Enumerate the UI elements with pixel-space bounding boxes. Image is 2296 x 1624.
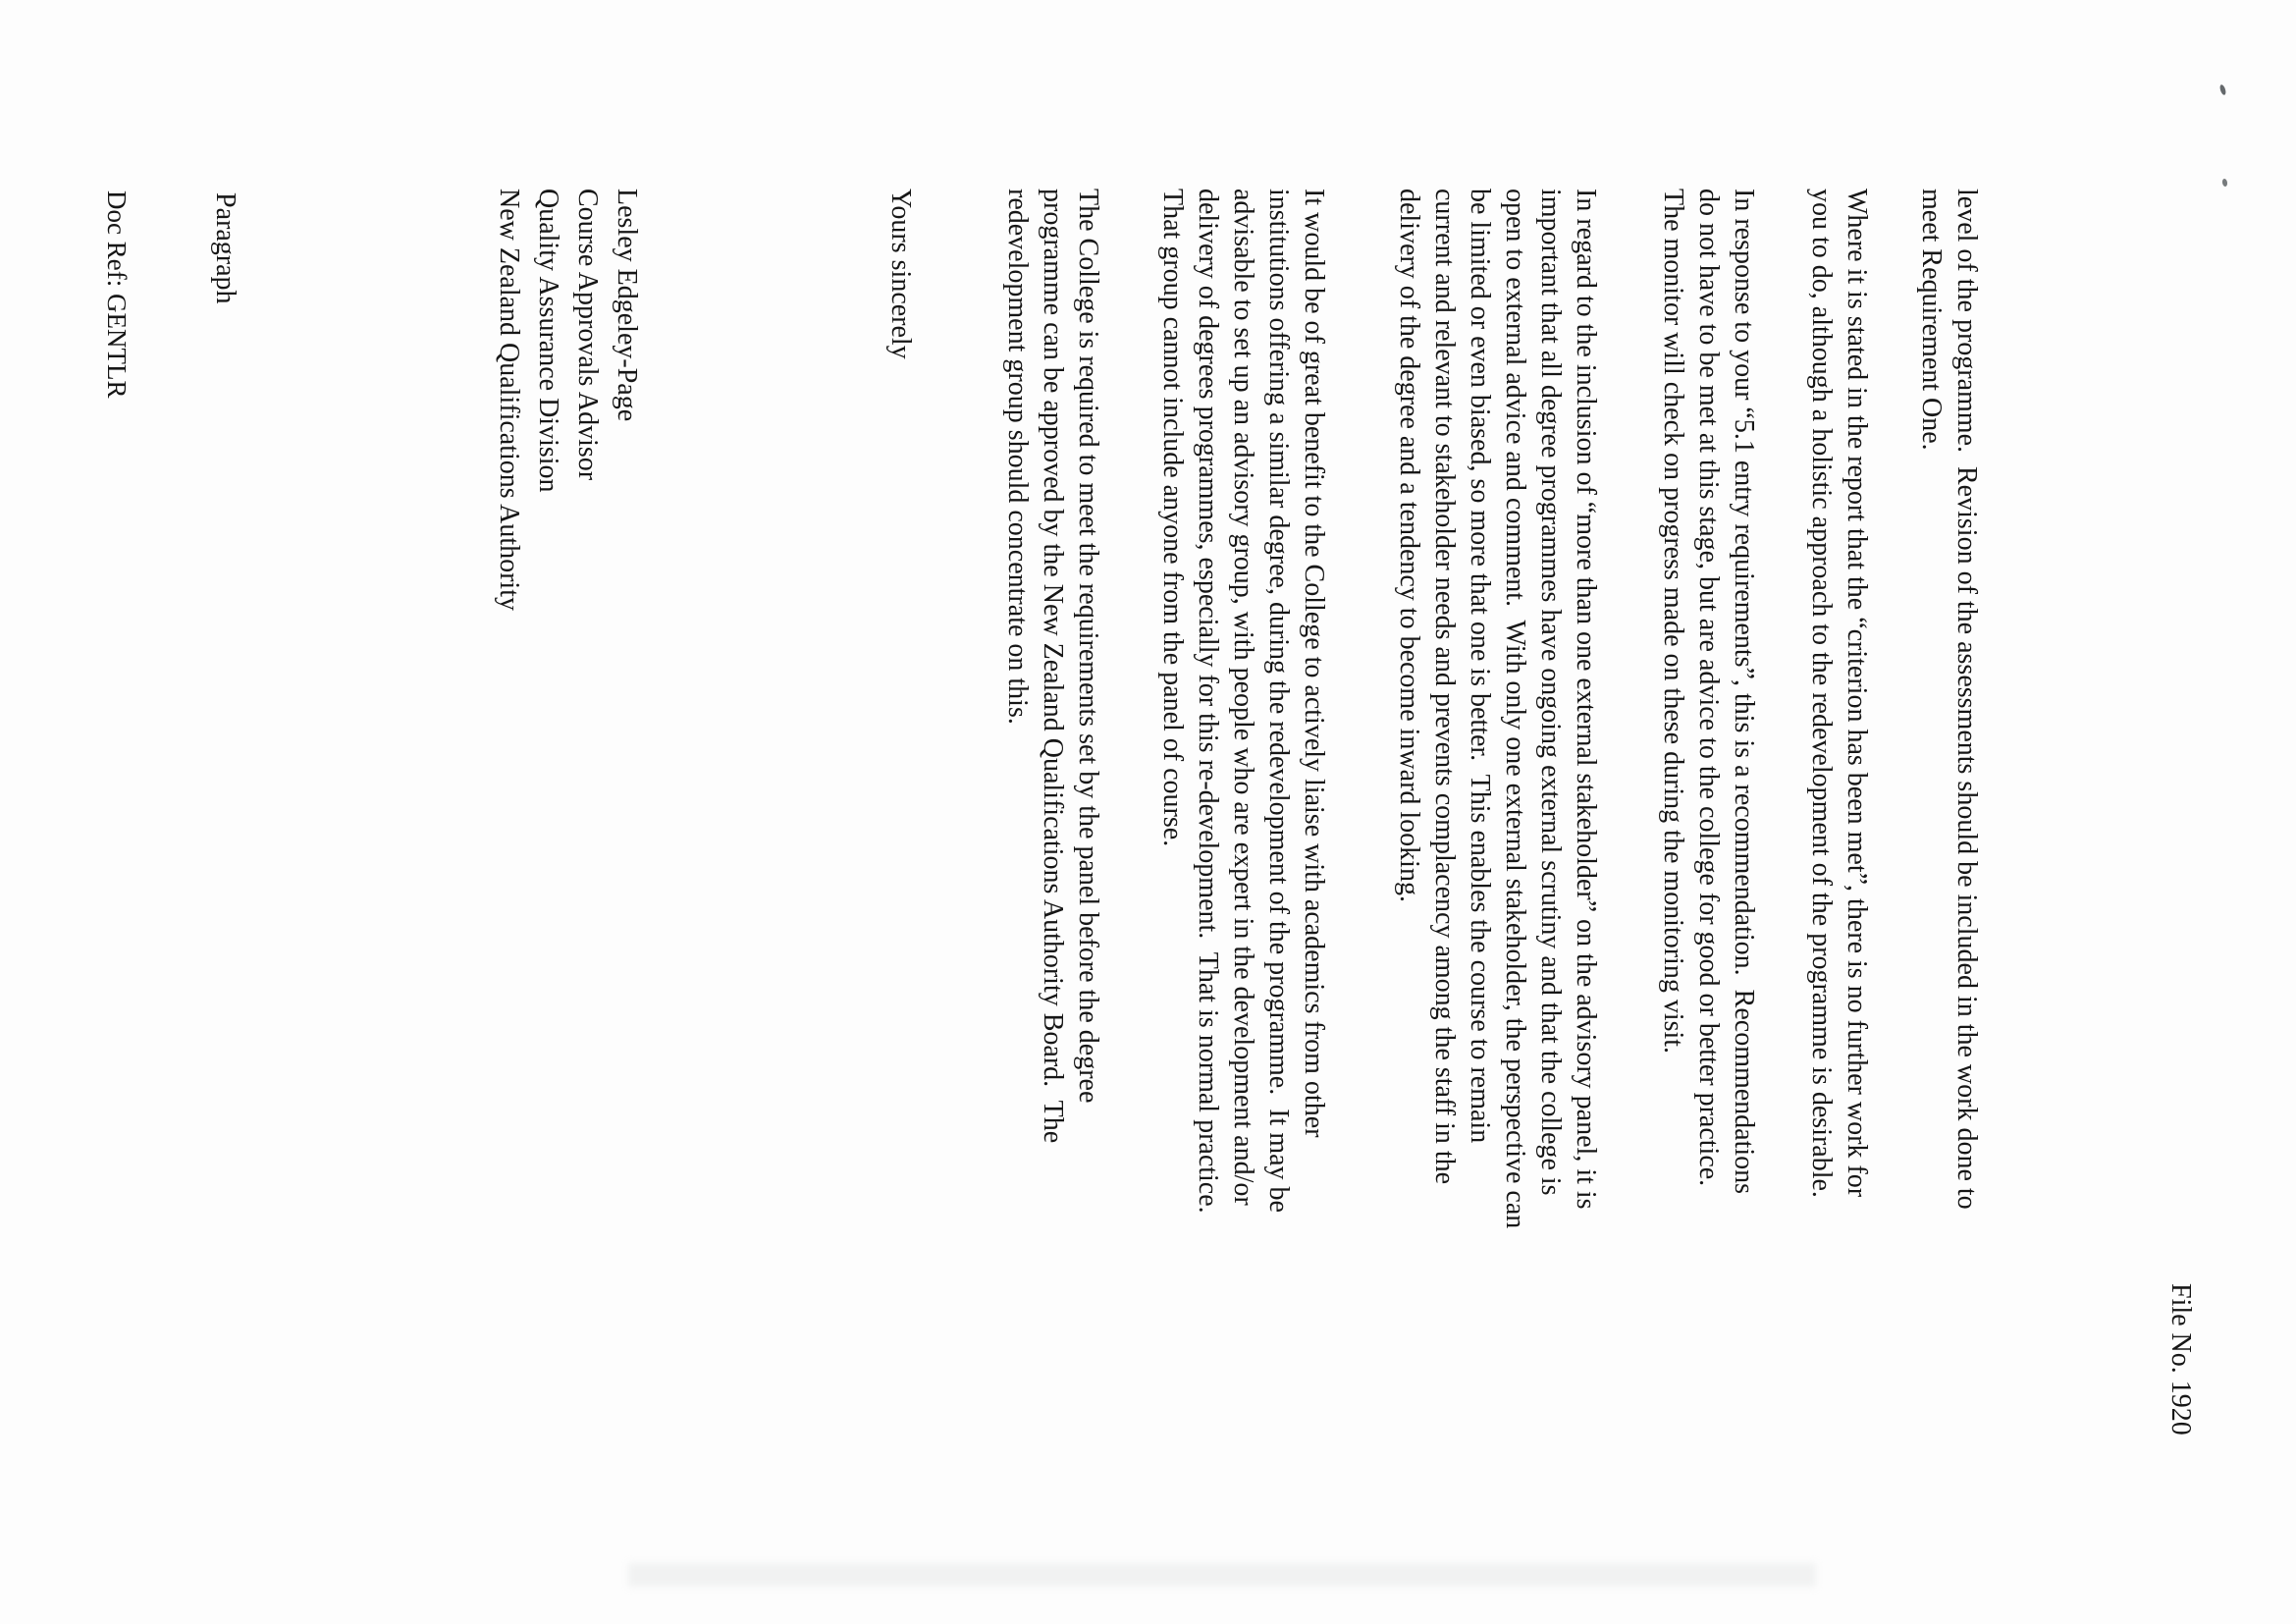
paragraph-liaise-academics (1154, 189, 1331, 1214)
signatory-organisation: New Zealand Qualifications Authority (494, 189, 524, 611)
paragraph-criterion-met (1803, 189, 1874, 1198)
footer-label: Paragraph (210, 192, 240, 304)
signatory-name: Lesley Edgeley-Page (612, 189, 642, 422)
text-line: In regard to the inclusion of “more than one external stakeholder” on the advisory panel, it is (1571, 189, 1601, 1210)
text-line: That group cannot include anyone from the panel of course. (1157, 189, 1188, 847)
signatory-title: Course Approvals Advisor (572, 189, 603, 481)
text-line: delivery of the degree and a tendency to become inward looking. (1394, 189, 1424, 902)
signature-block (489, 189, 646, 611)
text-line: advisable to set up an advisory group, with people who are expert in the development and/or (1228, 189, 1258, 1206)
ink-speck (2221, 179, 2227, 188)
doc-ref: Doc Ref: GENTLR (102, 190, 132, 399)
paragraph-requirements (999, 189, 1105, 1143)
text-line: important that all degree programmes have ongoing external scrutiny and that the college is (1535, 189, 1566, 1196)
file-number: File No. 1920 (2165, 1283, 2196, 1435)
ink-speck (2218, 83, 2226, 95)
text-line: In response to your “5.1 entry requirements”, this is a recommendation. Recommendations (1729, 189, 1759, 1195)
paragraph-continuation (1913, 189, 1984, 1210)
paragraph-external-stakeholder (1391, 189, 1603, 1228)
text-line: level of the programme. Revision of the assessments should be included in the work done to (1951, 189, 1982, 1210)
text-line: current and relevant to stakeholder needs and prevents complacency among the staff in the (1429, 189, 1460, 1185)
text-line: Where it is stated in the report that the “criterion has been met”, there is no further work for (1842, 189, 1872, 1198)
text-line: It would be of great benefit to the College to actively liaise with academics from other (1299, 189, 1329, 1138)
text-line: redevelopment group should concentrate on this. (1002, 189, 1033, 725)
text-line: institutions offering a similar degree, during the redevelopment of the programme. It may be (1263, 189, 1294, 1213)
closing-salutation: Yours sincerely (885, 189, 916, 359)
text-line: be limited or even biased, so more that one is better. This enables the course to remain (1465, 189, 1495, 1144)
text-line: The monitor will check on progress made on these during the monitoring visit. (1658, 189, 1688, 1055)
signatory-division: Quality Assurance Division (533, 189, 563, 493)
paragraph-entry-requirements (1655, 189, 1761, 1194)
text-line: do not have to be met at this stage, but are advice to the college for good or better practice. (1693, 189, 1724, 1187)
scan-bleed-artifact (628, 1563, 1816, 1587)
text-line: you to do, although a holistic approach to the redevelopment of the programme is desirable. (1806, 189, 1837, 1198)
text-line: delivery of degrees programmes, especially for this re-development. That is normal practice. (1193, 189, 1223, 1214)
text-line: The College is required to meet the requirements set by the panel before the degree (1073, 189, 1103, 1104)
text-line: programme can be approved by the New Zealand Qualifications Authority Board. The (1038, 189, 1068, 1144)
text-line: meet Requirement One. (1916, 189, 1947, 451)
text-line: open to external advice and comment. With only one external stakeholder, the perspective can (1500, 189, 1530, 1229)
